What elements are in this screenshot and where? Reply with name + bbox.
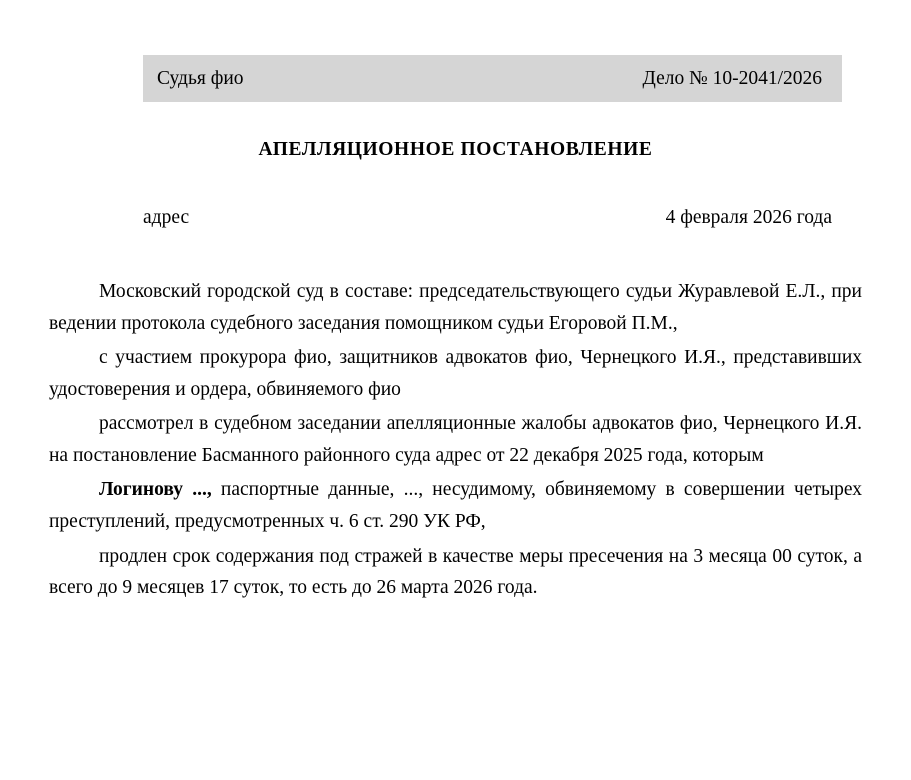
paragraph-appeal: рассмотрел в судебном заседании апелляционные жалобы адвокатов фио, Чернецкого И.Я. на постановление Басманного районного суда адрес от 22 декабря 2025 года, которым: [49, 413, 862, 466]
case-number: Дело № 10-2041/2026: [642, 67, 822, 89]
place-label: адрес: [143, 207, 190, 228]
paragraph-defendant: [49, 474, 862, 537]
paragraph-participants: с участием прокурора фио, защитников адвокатов фио, Чернецкого И.Я., представивших удостоверения и ордера, обвиняемого фио: [49, 347, 862, 400]
document-header-bar: [143, 55, 842, 102]
judge-label: Судья фио: [157, 67, 244, 89]
defendant-name: Логинову ...,: [99, 479, 212, 501]
page-title: АПЕЛЛЯЦИОННОЕ ПОСТАНОВЛЕНИЕ: [258, 139, 653, 160]
defendant-details: паспортные данные, ..., несудимому, обвиняемому в совершении четырех преступлений, предусмотренных ч. 6 ст. 290 УК РФ,: [49, 479, 862, 533]
date-label: 4 февраля 2026 года: [665, 207, 832, 228]
paragraph-detention-extension: продлен срок содержания под стражей в качестве меры пресечения на 3 месяца 00 суток, а всего до 9 месяцев 17 суток, то есть до 26 марта 2026 года.: [49, 545, 862, 599]
document-meta-row: [49, 207, 862, 229]
paragraph-composition: Московский городской суд в составе: председательствующего судьи Журавлевой Е.Л., при ведении протокола судебного заседания помощником судьи Егоровой П.М.,: [49, 281, 862, 334]
document-body: [49, 276, 862, 604]
document-page: [0, 55, 911, 780]
